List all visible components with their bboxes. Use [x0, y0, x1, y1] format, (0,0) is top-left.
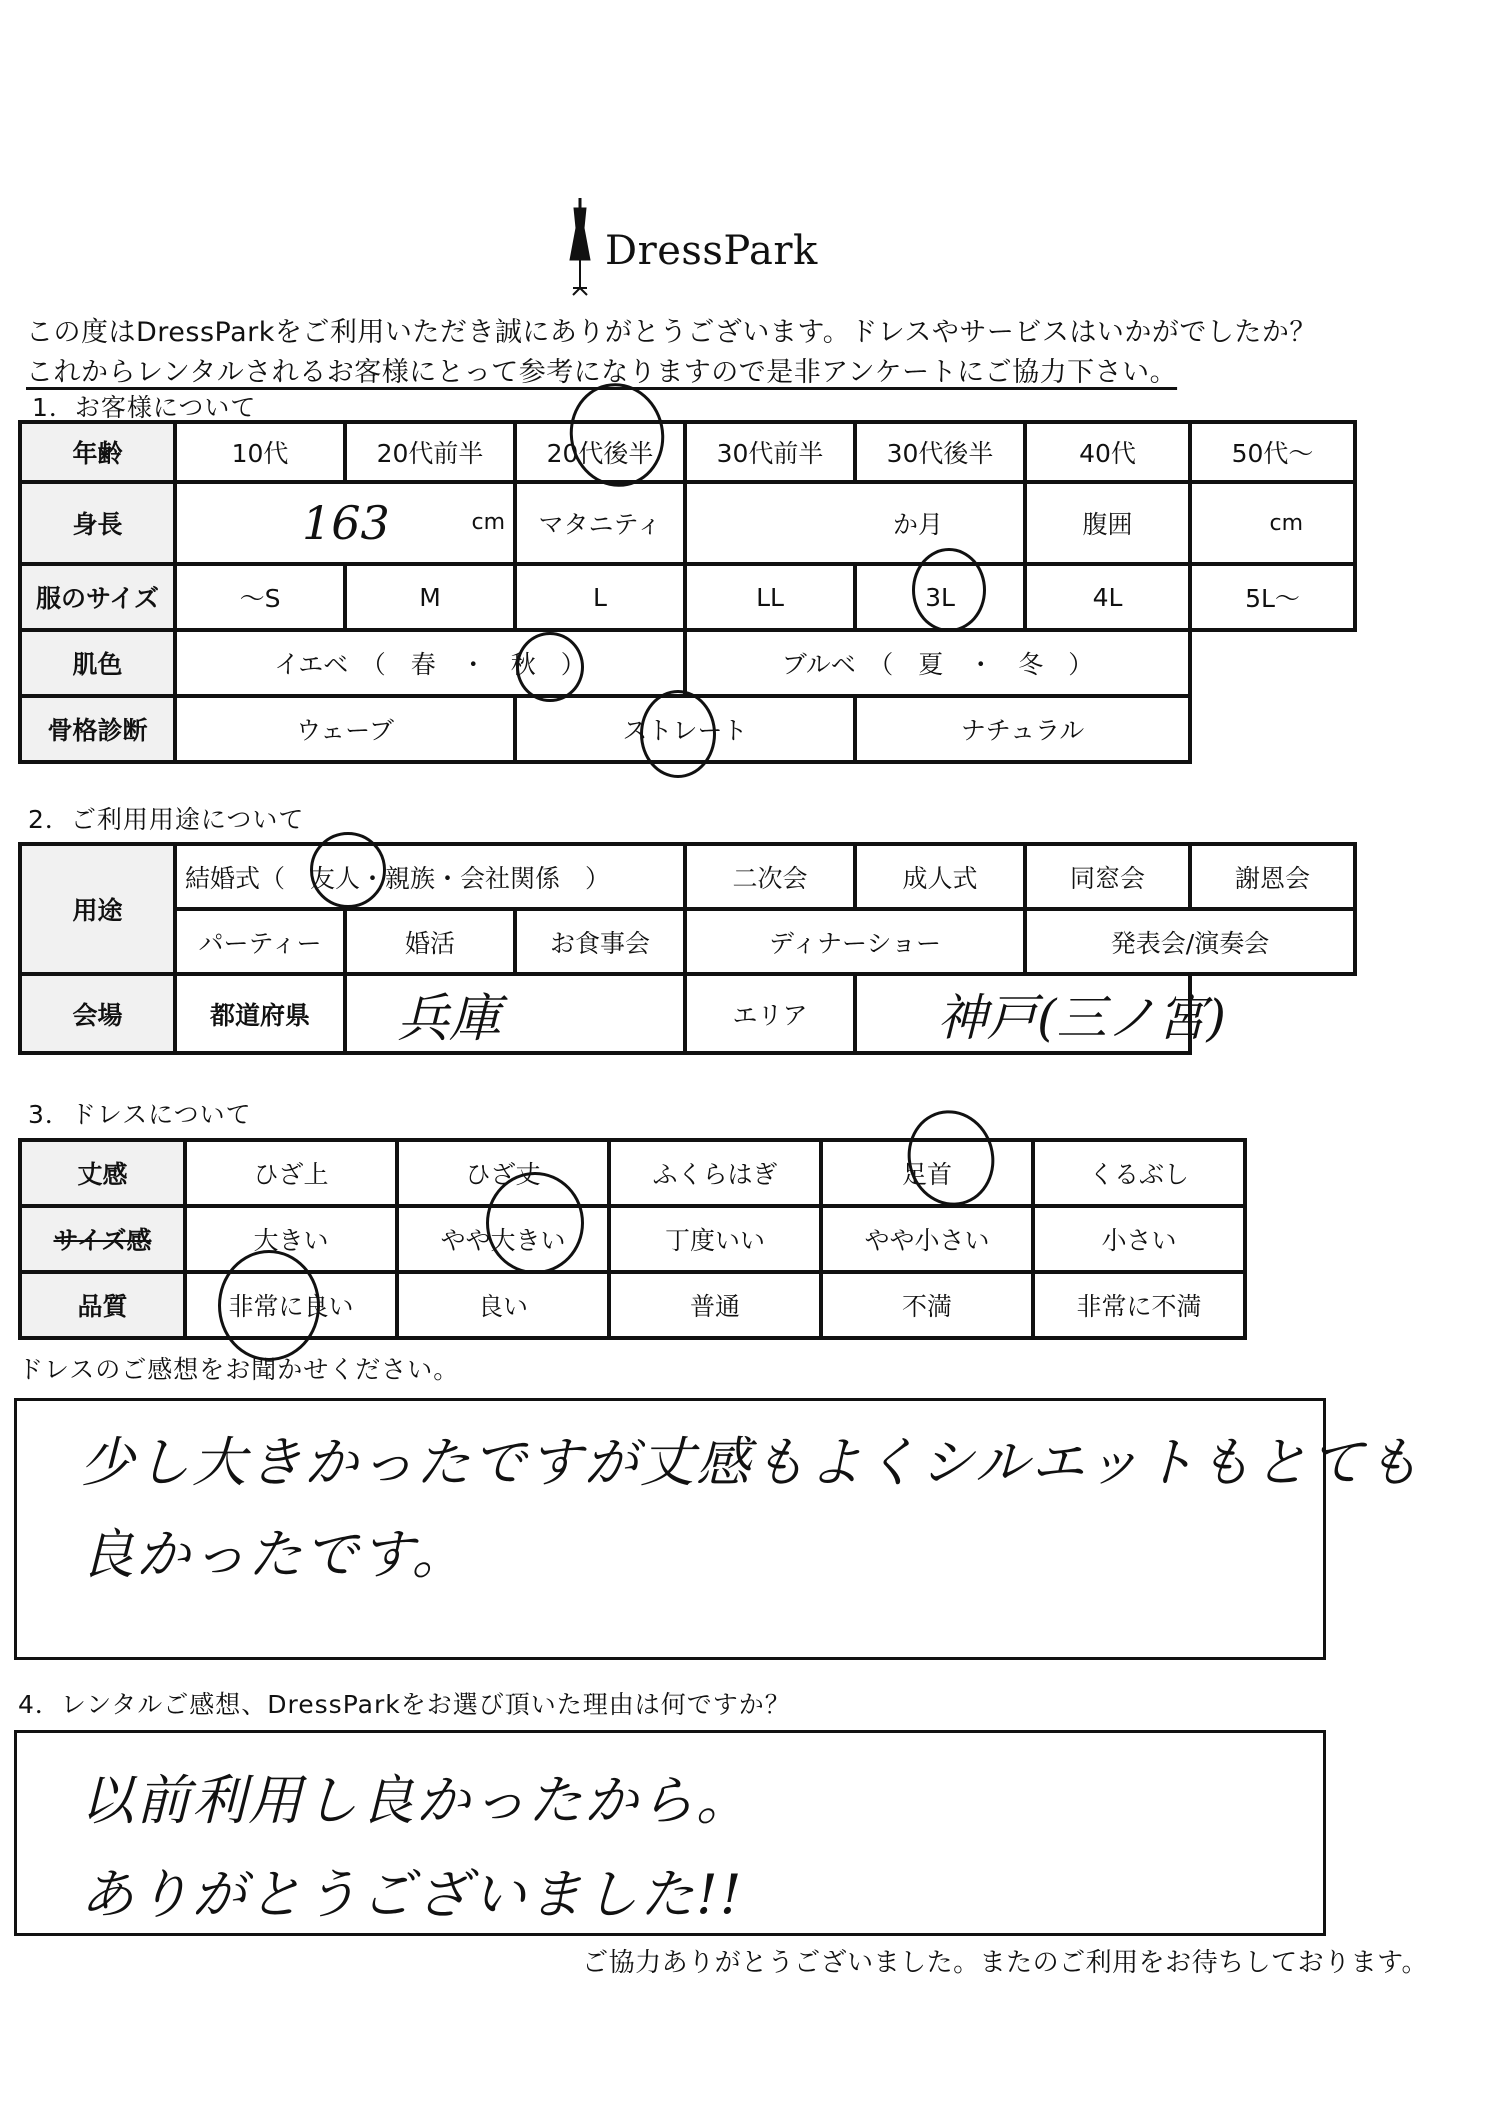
height-value: 163 — [302, 496, 390, 550]
frame-label: 骨格診断 — [20, 696, 175, 762]
size-option[interactable]: LL — [685, 564, 855, 630]
fit-option[interactable]: 大きい — [185, 1206, 397, 1272]
purpose-option[interactable]: ディナーショー — [685, 909, 1025, 974]
quality-option[interactable]: 不満 — [821, 1272, 1033, 1338]
intro-request-text: これからレンタルされるお客様にとって参考になりますので是非アンケートにご協力下さい。 — [26, 357, 1178, 388]
fit-label: サイズ感 — [20, 1206, 185, 1272]
quality-option[interactable]: 非常に不満 — [1033, 1272, 1245, 1338]
waist-unit[interactable]: cm — [1190, 482, 1355, 564]
purpose-option[interactable]: 成人式 — [855, 844, 1025, 909]
height-unit: cm — [471, 510, 505, 535]
frame-option[interactable]: ストレート — [515, 696, 855, 762]
dress-comment-line: 良かったです。 — [80, 1523, 468, 1586]
quality-option[interactable]: 良い — [397, 1272, 609, 1338]
fit-option[interactable]: やや大きい — [397, 1206, 609, 1272]
length-label: 丈感 — [20, 1140, 185, 1206]
length-option[interactable]: ふくらはぎ — [609, 1140, 821, 1206]
age-option[interactable]: 40代 — [1025, 422, 1190, 482]
reason-answer-line: ありがとうございました!! — [80, 1863, 744, 1926]
yellow-base-option[interactable]: イエベ （ 春 ・ 秋 ） — [175, 630, 685, 696]
size-option[interactable]: ～S — [175, 564, 345, 630]
size-option[interactable]: M — [345, 564, 515, 630]
quality-option[interactable]: 普通 — [609, 1272, 821, 1338]
usage-table — [18, 842, 1357, 1055]
size-option[interactable]: 4L — [1025, 564, 1190, 630]
age-label: 年齢 — [20, 422, 175, 482]
height-label: 身長 — [20, 482, 175, 564]
dress-comment-prompt: ドレスのご感想をお聞かせください。 — [18, 1355, 460, 1384]
purpose-option[interactable]: 同窓会 — [1025, 844, 1190, 909]
length-option[interactable]: ひざ上 — [185, 1140, 397, 1206]
area-label: エリア — [685, 974, 855, 1053]
venue-label: 会場 — [20, 974, 175, 1053]
section-title-customer: 1．お客様について — [32, 393, 257, 422]
maternity-months[interactable]: か月 — [685, 482, 1025, 564]
purpose-label: 用途 — [20, 844, 175, 974]
wedding-option[interactable]: 結婚式（ 友人・親族・会社関係 ） — [175, 844, 685, 909]
size-option[interactable]: 5L～ — [1190, 564, 1355, 630]
circle-mark-purpose — [310, 832, 386, 908]
maternity-label: マタニティ — [515, 482, 685, 564]
footer-thanks: ご協力ありがとうございました。またのご利用をお待ちしております。 — [582, 1948, 1428, 1978]
age-option[interactable]: 50代～ — [1190, 422, 1355, 482]
intro-text: この度はDressParkをご利用いただき誠にありがとうございます。ドレスやサービスはいかがでしたか？ — [26, 317, 1317, 348]
size-option[interactable]: L — [515, 564, 685, 630]
purpose-option[interactable]: 二次会 — [685, 844, 855, 909]
fit-option[interactable]: 小さい — [1033, 1206, 1245, 1272]
age-option[interactable]: 10代 — [175, 422, 345, 482]
size-option[interactable]: 3L — [855, 564, 1025, 630]
skin-label: 肌色 — [20, 630, 175, 696]
dress-table — [18, 1138, 1247, 1340]
area-value[interactable]: 神戸(三ノ宮) — [855, 974, 1190, 1053]
purpose-option[interactable]: パーティー — [175, 909, 345, 974]
frame-option[interactable]: ナチュラル — [855, 696, 1190, 762]
waist-label: 腹囲 — [1025, 482, 1190, 564]
purpose-option[interactable]: 婚活 — [345, 909, 515, 974]
length-option[interactable]: ひざ丈 — [397, 1140, 609, 1206]
age-option[interactable]: 30代前半 — [685, 422, 855, 482]
circle-mark-fit — [486, 1172, 584, 1274]
section-title-reason: 4．レンタルご感想、DressParkをお選び頂いた理由は何ですか？ — [18, 1690, 791, 1719]
prefecture-label: 都道府県 — [175, 974, 345, 1053]
quality-label: 品質 — [20, 1272, 185, 1338]
prefecture-value[interactable]: 兵庫 — [345, 974, 685, 1053]
dress-comment-line: 少し大きかったですが丈感もよくシルエットもとても — [80, 1431, 1422, 1494]
fit-option[interactable]: やや小さい — [821, 1206, 1033, 1272]
reason-answer-line: 以前利用し良かったから。 — [80, 1769, 752, 1832]
circle-mark-frame — [640, 690, 716, 778]
fit-option[interactable]: 丁度いい — [609, 1206, 821, 1272]
blue-base-option[interactable]: ブルベ （ 夏 ・ 冬 ） — [685, 630, 1190, 696]
size-label: 服のサイズ — [20, 564, 175, 630]
circle-mark-quality — [218, 1250, 320, 1361]
purpose-option[interactable]: 発表会/演奏会 — [1025, 909, 1355, 974]
age-option[interactable]: 30代後半 — [855, 422, 1025, 482]
height-cell[interactable] — [175, 482, 515, 564]
circle-mark-skin — [516, 632, 584, 702]
length-option[interactable]: くるぶし — [1033, 1140, 1245, 1206]
brand-logo-text: DressPark — [605, 228, 818, 274]
section-title-dress: 3．ドレスについて — [28, 1100, 252, 1129]
purpose-option[interactable]: お食事会 — [515, 909, 685, 974]
circle-mark-size — [912, 548, 986, 632]
age-option[interactable]: 20代後半 — [515, 422, 685, 482]
frame-option[interactable]: ウェーブ — [175, 696, 515, 762]
purpose-option[interactable]: 謝恩会 — [1190, 844, 1355, 909]
age-option[interactable]: 20代前半 — [345, 422, 515, 482]
length-option[interactable]: 足首 — [821, 1140, 1033, 1206]
section-title-usage: 2．ご利用用途について — [28, 805, 305, 834]
quality-option[interactable]: 非常に良い — [185, 1272, 397, 1338]
